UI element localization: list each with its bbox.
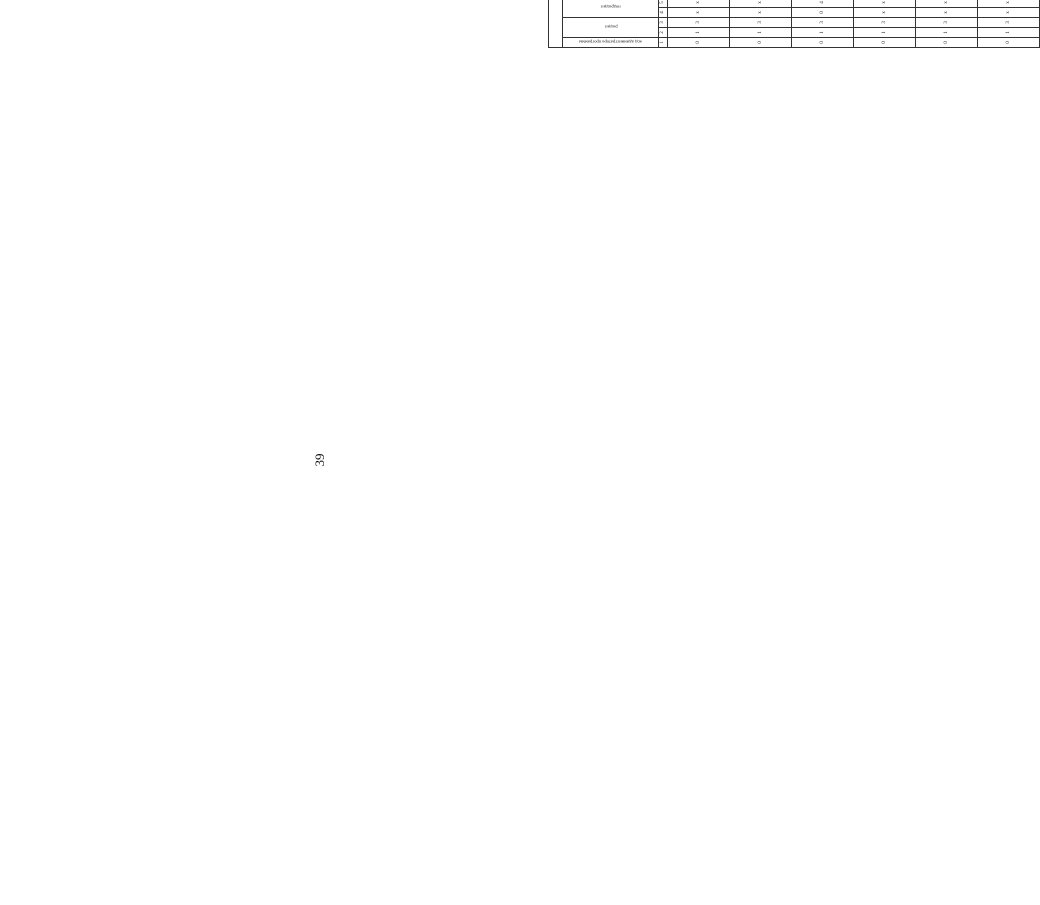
code-cell: 4 (791, 0, 853, 8)
code-cell: х (667, 8, 729, 18)
code-cell: х (667, 0, 729, 8)
code-cell: 3 (915, 18, 977, 28)
code-cell: 3 (853, 18, 915, 28)
razdel-header: раздел (563, 18, 659, 38)
code-cell: 1 (977, 28, 1039, 38)
code-cell: х (977, 0, 1039, 8)
table-row (915, 0, 977, 48)
code-cell: 3 (667, 18, 729, 28)
code-cell: 1 (667, 28, 729, 38)
code-cell: х (853, 8, 915, 18)
code-cell: 1 (729, 28, 791, 38)
code-cell: 0 (667, 38, 729, 48)
code-cell: 0 (791, 8, 853, 18)
code-cell: 0 (729, 38, 791, 48)
column-number-cell: 3 (658, 18, 667, 28)
code-cell: х (977, 8, 1039, 18)
column-number-row (658, 0, 667, 48)
code-cell: 3 (977, 18, 1039, 28)
table-row (791, 0, 853, 48)
code-cell: 3 (791, 18, 853, 28)
table-row (729, 0, 791, 48)
code-cell: 0 (791, 38, 853, 48)
code-cell: х (915, 0, 977, 8)
code-cell: х (915, 8, 977, 18)
program-table (548, 0, 1040, 48)
table-row (853, 0, 915, 48)
code-cell: 3 (729, 18, 791, 28)
rotated-table-wrapper (548, 0, 1032, 48)
budget-codes-header (549, 0, 563, 48)
code-cell: х (853, 0, 915, 8)
podrazdel-header: подраздел (563, 0, 659, 18)
code-cell: 0 (977, 38, 1039, 48)
column-number-cell: 1 (658, 38, 667, 48)
table-row (977, 0, 1039, 48)
code-cell: 1 (791, 28, 853, 38)
column-number-cell: 4 (658, 8, 667, 18)
code-cell: 0 (915, 38, 977, 48)
code-cell: 1 (915, 28, 977, 38)
code-cell: х (729, 0, 791, 8)
code-cell: 1 (853, 28, 915, 38)
column-number-cell: 2 (658, 28, 667, 38)
table-row (667, 0, 729, 48)
column-number-cell: 5 (658, 0, 667, 8)
code-cell: 0 (853, 38, 915, 48)
admin-header: код администратора программы (563, 38, 659, 48)
code-cell: х (729, 8, 791, 18)
page-number: 39 (312, 453, 327, 467)
